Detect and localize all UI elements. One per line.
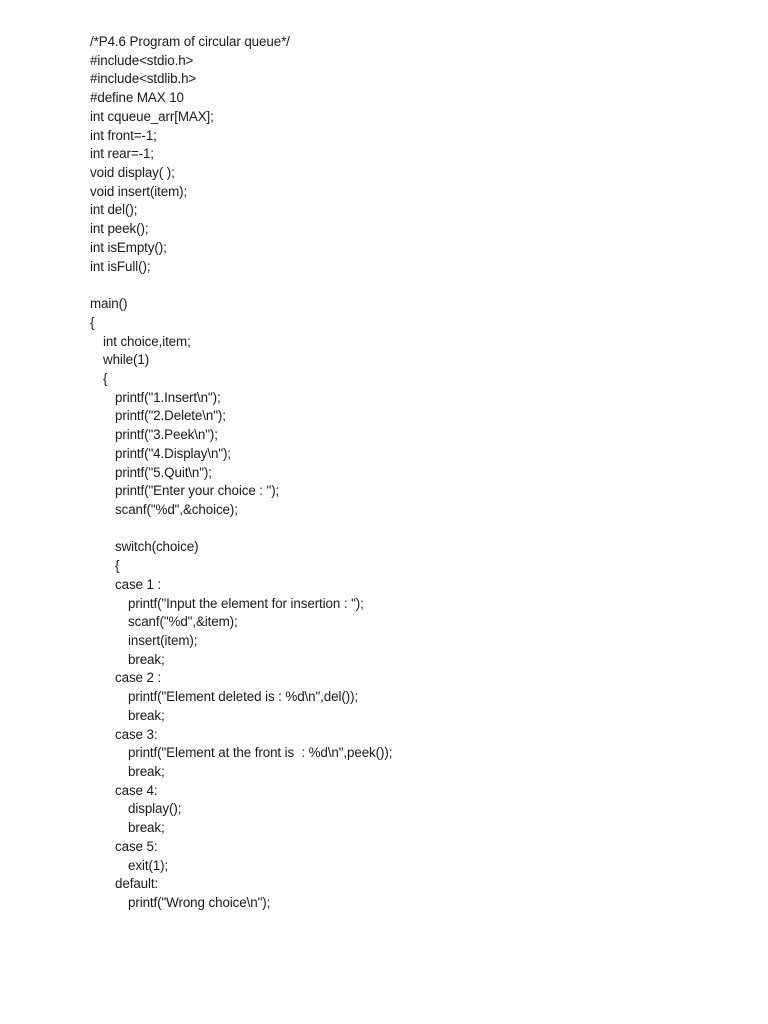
code-line: scanf("%d",&item); <box>128 614 238 630</box>
code-line: printf("2.Delete\n"); <box>115 408 226 424</box>
code-line: exit(1); <box>128 857 169 873</box>
code-line: printf("Element deleted is : %d\n",del()); <box>128 689 359 705</box>
code-line: int isEmpty(); <box>90 239 167 255</box>
blank-line <box>90 520 730 539</box>
code-line: { <box>115 558 120 574</box>
code-line: break; <box>128 707 165 723</box>
code-line: case 2 : <box>115 670 162 686</box>
code-line: printf("1.Insert\n"); <box>115 389 221 405</box>
code-line: int peek(); <box>90 221 149 237</box>
code-line: int rear=-1; <box>90 146 154 162</box>
code-line: case 4: <box>115 782 158 798</box>
code-line: int del(); <box>90 202 138 218</box>
code-line: case 3: <box>115 726 158 742</box>
code-line: #include<stdlib.h> <box>90 71 197 87</box>
code-line: #include<stdio.h> <box>90 52 194 68</box>
code-line: printf("Enter your choice : "); <box>115 483 280 499</box>
code-line: printf("Input the element for insertion : "); <box>128 595 364 611</box>
code-line: void insert(item); <box>90 183 188 199</box>
code-line: default: <box>115 876 159 892</box>
code-line: scanf("%d",&choice); <box>115 501 238 517</box>
code-line: int front=-1; <box>90 127 157 143</box>
code-line: int isFull(); <box>90 258 151 274</box>
code-line: { <box>90 314 95 330</box>
code-line: printf("Wrong choice\n"); <box>128 895 271 911</box>
code-line: printf("Element at the front is : %d\n",peek()); <box>128 745 393 761</box>
code-line: switch(choice) <box>115 539 199 555</box>
code-line: main() <box>90 296 128 312</box>
code-line: case 1 : <box>115 576 162 592</box>
code-line: printf("4.Display\n"); <box>115 445 231 461</box>
code-line: { <box>103 370 108 386</box>
code-line: int cqueue_arr[MAX]; <box>90 108 214 124</box>
code-line: insert(item); <box>128 633 198 648</box>
code-line: case 5: <box>115 838 158 854</box>
code-line: void display( ); <box>90 165 175 181</box>
blank-line <box>90 276 730 295</box>
code-line: printf("5.Quit\n"); <box>115 464 212 480</box>
code-line: break; <box>128 764 165 780</box>
code-line: #define MAX 10 <box>90 90 184 106</box>
code-line: /*P4.6 Program of circular queue*/ <box>90 34 290 49</box>
code-line: while(1) <box>103 352 150 368</box>
code-line: display(); <box>128 801 182 817</box>
code-line: printf("3.Peek\n"); <box>115 427 218 443</box>
code-line: break; <box>128 820 165 836</box>
code-line: break; <box>128 651 165 667</box>
code-listing <box>90 33 730 913</box>
code-line: int choice,item; <box>103 333 191 349</box>
